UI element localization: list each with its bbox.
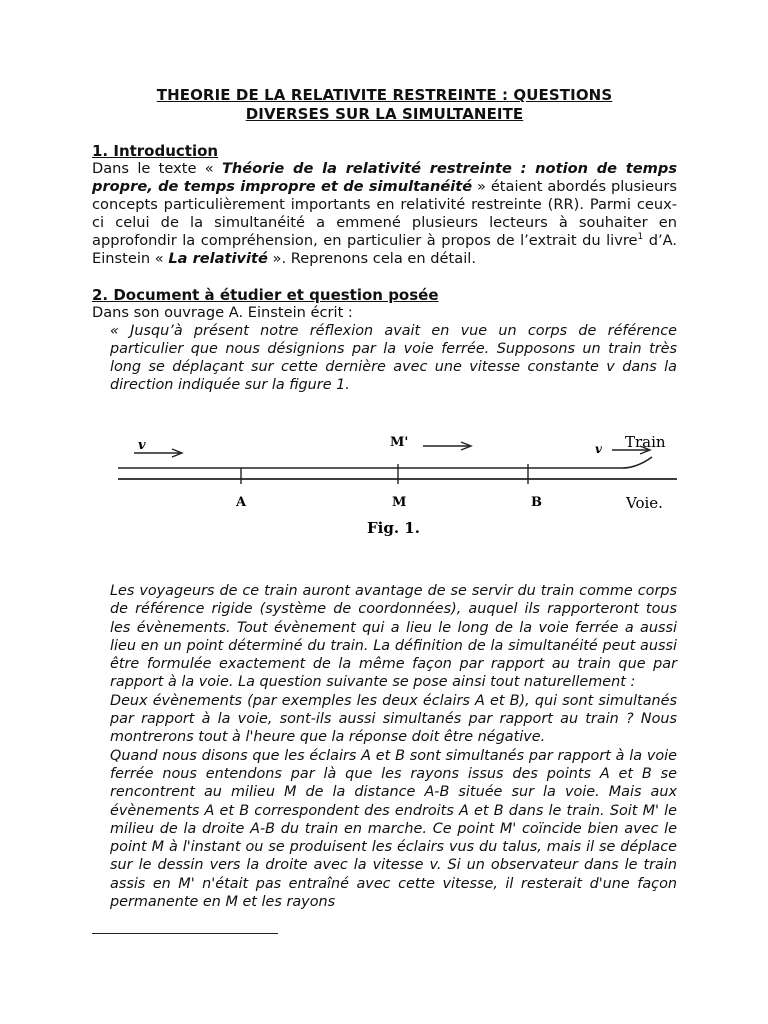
title-line-2: DIVERSES SUR LA SIMULTANEITE: [245, 105, 524, 123]
footnote-mark: 1: [637, 232, 644, 243]
label-b: B: [531, 495, 542, 510]
footnote-separator: [92, 933, 278, 934]
intro-bold-book: La relativité: [168, 250, 268, 267]
title-line-1: THEORIE DE LA RELATIVITE RESTREINTE : QUESTIONS: [156, 86, 613, 104]
section-1-paragraph: [92, 160, 677, 268]
quote-2-paragraph-3: Quand nous disons que les éclairs A et B sont simultanés par rapport à la voie ferrée nous entendons par là que les rayons issus des points A et B se rencontrent au milieu M de la distance A-B située sur la voie. Mais aux évènements A et B correspondent des endroits A et B dans le train. Soit M' le milieu de la droite A-B du train en marche. Ce point M' coïncide bien avec le point M à l'instant ou se produisent les éclairs vus du talus, mais il se déplace sur le dessin vers la droite avec la vitesse v. Si un observateur dans le train assis en M' n'était pas entraîné avec cette vitesse, il resterait d'une façon permanente en M et les rayons: [110, 747, 677, 911]
figure-caption: Fig. 1.: [367, 519, 420, 537]
quote-2-paragraph-1: Les voyageurs de ce train auront avantage de se servir du train comme corps de référence rigide (système de coordonnées), auquel ils rapporteront tous les évènements. Tout évènement qui a lieu le long de la voie ferrée a aussi lieu en un point déterminé du train. La définition de la simultanéité peut aussi être formulée exactement de la même façon par rapport au train que par rapport à la voie. La question suivante se pose ainsi tout naturellement :: [110, 583, 677, 691]
document-title: [92, 86, 677, 124]
label-voie: Voie.: [626, 494, 663, 512]
label-v-left: v: [138, 438, 146, 453]
figure-1: [92, 420, 677, 542]
label-m-prime: M': [390, 435, 409, 450]
label-v-right: v: [595, 442, 602, 456]
label-m: M: [392, 495, 407, 510]
section-2-intro: Dans son ouvrage A. Einstein écrit :: [92, 304, 353, 321]
intro-text-mid: » étaient abordés plusieurs concepts particulièrement importants en relativité restreinte (RR). Parmi ceux-ci celui de la simultanéité a emmené plusieurs lecteurs à souhaiter en approfondir la compréhension, en particulier à propos de l’extrait du livre: [92, 178, 677, 249]
intro-bold-title: Théorie de la relativité restreinte : notion de temps propre, de temps impropre et de simultanéité: [92, 160, 678, 195]
intro-text-start: Dans le texte «: [92, 160, 214, 177]
section-1-heading: 1. Introduction: [92, 142, 219, 160]
label-a: A: [236, 495, 247, 510]
label-train: Train: [625, 433, 666, 451]
intro-text-end: ». Reprenons cela en détail.: [272, 250, 476, 267]
intro-text-mid2: d’A. Einstein «: [92, 232, 677, 267]
document-page: [92, 86, 677, 911]
train-end-curve: [622, 457, 652, 468]
section-2-heading: 2. Document à étudier et question posée: [92, 286, 439, 304]
quote-1: « Jusqu’à présent notre réflexion avait en vue un corps de référence particulier que nous désignions par la voie ferrée. Supposons un train très long se déplaçant sur cette dernière avec une vitesse constante v dans la direction indiquée sur la figure 1.: [110, 323, 677, 393]
quote-2-paragraph-2: Deux évènements (par exemples les deux éclairs A et B), qui sont simultanés par rapport à la voie, sont-ils aussi simultanés par rapport au train ? Nous montrerons tout à l'heure que la réponse doit être négative.: [110, 692, 677, 746]
figure-1-drawing: [92, 420, 677, 542]
quote-2: [92, 582, 677, 911]
